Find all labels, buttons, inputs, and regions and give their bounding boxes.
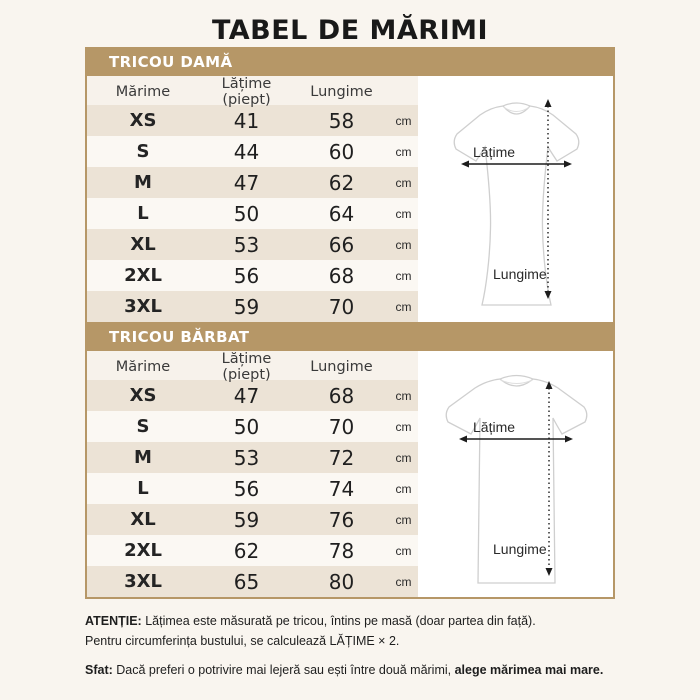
table-row	[87, 136, 418, 167]
size-cell: M	[134, 447, 152, 468]
size-cell: XL	[130, 509, 156, 530]
width-cell: 56	[233, 476, 260, 501]
table-row	[87, 291, 418, 322]
length-cell: 78	[328, 538, 355, 563]
size-chart-panel	[85, 47, 615, 599]
length-cell: 58	[328, 108, 355, 133]
col-header-size: Mărime	[115, 359, 171, 375]
unit-cell: cm	[395, 268, 412, 283]
section-header-label: TRICOU DAMĂ	[109, 52, 233, 71]
attention-note	[85, 611, 615, 631]
unit-cell: cm	[395, 574, 412, 589]
length-cell: 64	[328, 201, 355, 226]
unit-cell: cm	[395, 419, 412, 434]
width-cell: 50	[233, 201, 260, 226]
length-cell: 70	[328, 414, 355, 439]
footer-notes	[85, 611, 615, 680]
section-women	[87, 47, 613, 322]
size-cell: L	[137, 478, 149, 499]
width-arrowhead-right	[565, 436, 573, 443]
length-cell: 76	[328, 507, 355, 532]
table-row	[87, 566, 418, 597]
length-cell: 66	[328, 232, 355, 257]
size-cell: XS	[129, 385, 157, 406]
width-cell: 53	[233, 445, 260, 470]
table-row	[87, 167, 418, 198]
collar-line	[500, 376, 533, 380]
col-header-size: Mărime	[115, 84, 171, 100]
width-cell: 47	[233, 383, 260, 408]
table-row	[87, 229, 418, 260]
size-table-women	[87, 76, 418, 322]
size-table-men	[87, 351, 418, 597]
table-row	[87, 260, 418, 291]
tip-bold-text: alege mărimea mai mare.	[454, 663, 604, 677]
table-row	[87, 380, 418, 411]
width-cell: 47	[233, 170, 260, 195]
length-cell: 80	[328, 569, 355, 594]
table-body-men	[87, 380, 418, 597]
unit-cell: cm	[395, 388, 412, 403]
table-row	[87, 535, 418, 566]
size-cell: 3XL	[124, 296, 162, 317]
section-header-label: TRICOU BĂRBAT	[109, 327, 250, 346]
width-label: Lățime	[473, 419, 516, 435]
col-header-width: Lățime (piept)	[221, 351, 272, 383]
unit-cell: cm	[395, 543, 412, 558]
table-row	[87, 198, 418, 229]
length-cell: 68	[328, 263, 355, 288]
attention-label: ATENȚIE:	[85, 614, 142, 628]
unit-cell: cm	[395, 175, 412, 190]
tip-note	[85, 660, 615, 680]
section-header-men	[87, 322, 613, 351]
width-label: Lățime	[473, 144, 516, 160]
unit-cell: cm	[395, 113, 412, 128]
length-label: Lungime	[493, 266, 547, 282]
size-cell: M	[134, 172, 152, 193]
table-header-row	[87, 76, 418, 108]
page-title: TABEL DE MĂRIMI	[211, 15, 489, 46]
size-cell: 2XL	[124, 265, 162, 286]
table-row	[87, 411, 418, 442]
unit-cell: cm	[395, 481, 412, 496]
attention-text: Lățimea este măsurată pe tricou, întins pe masă (doar partea din față).	[145, 614, 536, 628]
table-row	[87, 105, 418, 136]
length-label: Lungime	[493, 541, 547, 557]
size-cell: 3XL	[124, 571, 162, 592]
tip-label: Sfat:	[85, 663, 113, 677]
col-header-length: Lungime	[310, 84, 373, 100]
table-row	[87, 473, 418, 504]
size-cell: 2XL	[124, 540, 162, 561]
width-cell: 41	[233, 108, 260, 133]
table-row	[87, 504, 418, 535]
unit-cell: cm	[395, 206, 412, 221]
length-arrowhead-top	[545, 99, 552, 107]
table-body-women	[87, 105, 418, 322]
length-cell: 72	[328, 445, 355, 470]
size-cell: S	[136, 141, 150, 162]
col-header-width: Lățime (piept)	[221, 76, 272, 108]
length-cell: 74	[328, 476, 355, 501]
unit-cell: cm	[395, 237, 412, 252]
tshirt-diagram-men	[418, 351, 613, 597]
width-cell: 44	[233, 139, 260, 164]
width-cell: 50	[233, 414, 260, 439]
width-cell: 59	[233, 507, 260, 532]
size-cell: L	[137, 203, 149, 224]
unit-cell: cm	[395, 512, 412, 527]
collar-line	[503, 103, 530, 106]
table-header-row	[87, 351, 418, 383]
tip-text: Dacă preferi o potrivire mai lejeră sau ești între două mărimi,	[116, 663, 452, 677]
unit-cell: cm	[395, 450, 412, 465]
tshirt-men-graphic	[418, 351, 613, 597]
length-cell: 68	[328, 383, 355, 408]
length-cell: 70	[328, 294, 355, 319]
table-row	[87, 442, 418, 473]
width-arrowhead-left	[459, 436, 467, 443]
unit-cell: cm	[395, 144, 412, 159]
tshirt-women-graphic	[418, 76, 613, 322]
width-cell: 59	[233, 294, 260, 319]
attention-note-line2: Pentru circumferința bustului, se calculează LĂȚIME × 2.	[85, 634, 400, 648]
size-cell: S	[136, 416, 150, 437]
size-cell: XS	[129, 110, 157, 131]
width-arrowhead-right	[564, 161, 572, 168]
col-header-length: Lungime	[310, 359, 373, 375]
width-cell: 53	[233, 232, 260, 257]
length-cell: 60	[328, 139, 355, 164]
width-arrowhead-left	[461, 161, 469, 168]
width-cell: 65	[233, 569, 260, 594]
length-cell: 62	[328, 170, 355, 195]
section-men	[87, 322, 613, 597]
width-cell: 56	[233, 263, 260, 288]
size-cell: XL	[130, 234, 156, 255]
section-header-women	[87, 47, 613, 76]
unit-cell: cm	[395, 299, 412, 314]
tshirt-diagram-women	[418, 76, 613, 322]
width-cell: 62	[233, 538, 260, 563]
